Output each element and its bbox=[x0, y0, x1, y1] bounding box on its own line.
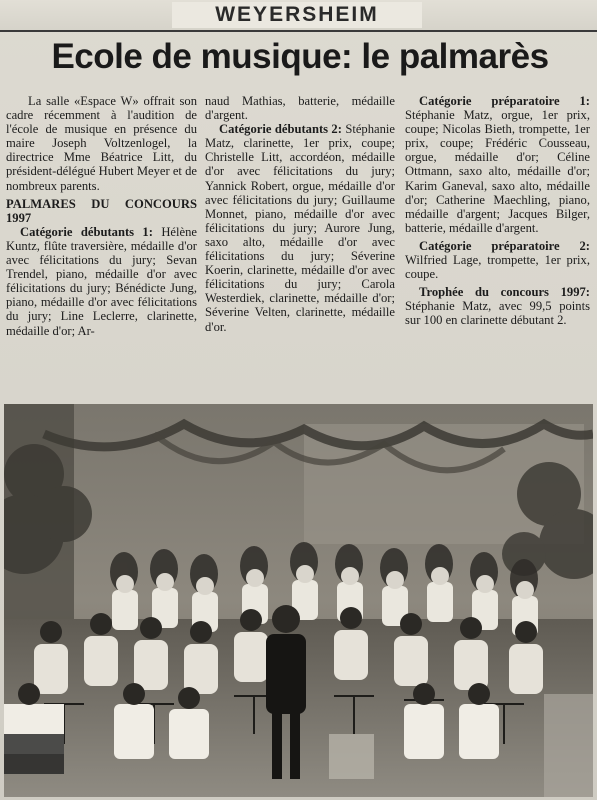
category-debutants-1-continued: naud Mathias, batterie, médaille d'argent. bbox=[205, 94, 395, 123]
article-intro: La salle «Espace W» offrait son cadre récemment à l'audition de l'école de musique en présence du maire Joseph Voltzenlogel, la directrice Mme Béatrice Litt, du président-délégué Hubert Meyer et de nombreux parents. bbox=[6, 94, 197, 193]
category-preparatoire-2-text: Wilfried Lage, trompette, 1er prix, coupe. bbox=[405, 253, 590, 282]
article-column-2 bbox=[205, 94, 395, 334]
category-preparatoire-1-text: Stéphanie Matz, orgue, 1er prix, coupe; Nicolas Bieth, trompette, 1er prix, coupe; Frédéric Cousseau, orgue, médaille d'or; Céline Ottmann, saxo alto, médaille d'or; Karim Ganeval, saxo alto, médaille d'or; Catherine Maechling, piano, médaille d'argent; Jacques Bilger, batterie, médaille d'argent. bbox=[405, 108, 590, 235]
town-banner bbox=[0, 0, 597, 32]
category-debutants-2-label: Catégorie débutants 2: bbox=[219, 122, 342, 137]
town-name: WEYERSHEIM bbox=[172, 2, 422, 28]
category-preparatoire-1-label: Catégorie préparatoire 1: bbox=[419, 94, 590, 108]
category-debutants-1-text: Hélène Kuntz, flûte traversière, médaille d'or avec félicitations du jury; Sevan Trendel, piano, médaille d'or avec félicitations du jury; Bénédicte Jung, piano, médaille d'or avec félicitations du jury; Line Leclerre, clarinette, médaille d'or; Ar- bbox=[6, 224, 197, 338]
category-preparatoire-2 bbox=[405, 239, 590, 281]
category-debutants-2 bbox=[205, 122, 395, 333]
trophee-label: Trophée du concours 1997: bbox=[419, 285, 590, 300]
category-preparatoire-1 bbox=[405, 94, 590, 235]
concert-photo-image bbox=[4, 404, 593, 797]
category-debutants-2-text: Stéphanie Matz, clarinette, 1er prix, coupe; Christelle Litt, accordéon, médaille d'or avec félicitations du jury; Yannick Robert, orgue, médaille d'or avec félicitations du jury; Guillaume Monnet, piano, médaille d'or avec félicitations du jury; Aurore Jung, saxo alto, médaille d'or avec félicitations du jury; Séverine Koerin, clarinette, médaille d'or avec félicitations du jury; Carola Westerdiek, clarinette, médaille d'or; Séverine Velten, clarinette, médaille d'or. bbox=[205, 122, 395, 334]
category-preparatoire-2-label: Catégorie préparatoire 2: bbox=[419, 238, 590, 253]
concert-photo bbox=[4, 404, 593, 797]
article-headline: Ecole de musique: le palmarès bbox=[51, 37, 549, 76]
palmares-heading: PALMARES DU CONCOURS 1997 bbox=[6, 196, 197, 225]
trophee-concours bbox=[405, 285, 590, 327]
category-debutants-1-label: Catégorie débutants 1: bbox=[20, 224, 153, 239]
trophee-text: Stéphanie Matz, avec 99,5 points sur 100 en clarinette débutant 2. bbox=[405, 299, 590, 328]
article-column-1 bbox=[6, 94, 197, 338]
article-column-3 bbox=[405, 94, 590, 328]
category-debutants-1 bbox=[6, 225, 197, 338]
